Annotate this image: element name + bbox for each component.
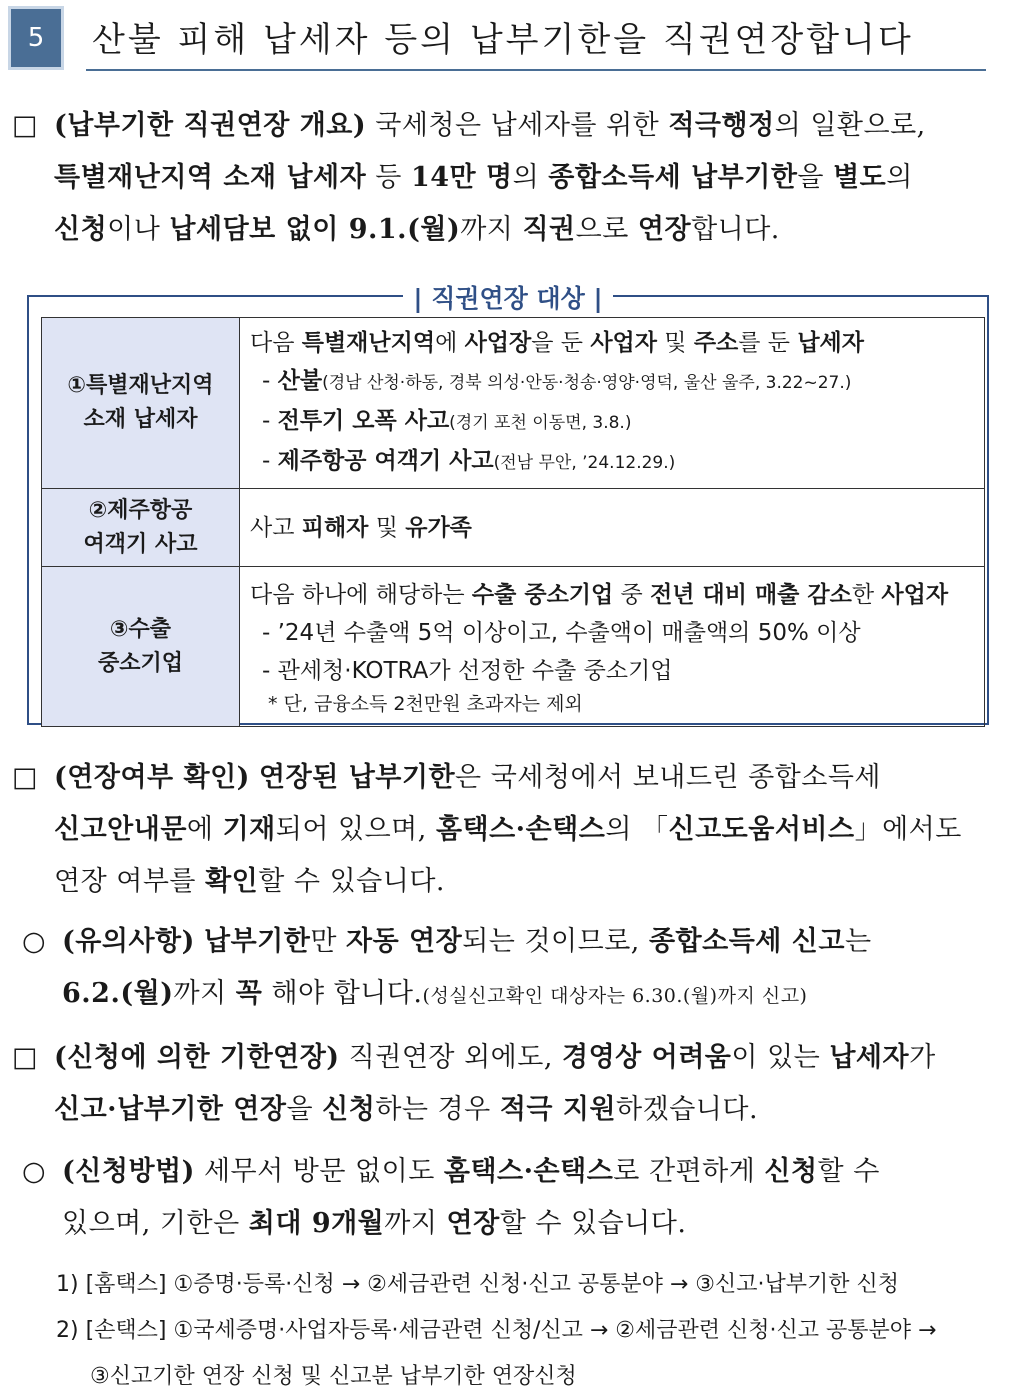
step-sontax-continued: ③신고기한 연장 신청 및 신고분 납부기한 연장신청	[90, 1364, 577, 1389]
square-bullet: □	[12, 762, 39, 793]
paragraph-application-extension: □ (신청에 의한 기한연장) 직권연장 외에도, 경영상 어려움이 있는 납세자가 신고·납부기한 연장을 신청하는 경우 적극 지원하겠습니다.	[12, 1032, 936, 1136]
table-row	[42, 567, 985, 727]
category-cell: ②제주항공 여객기 사고	[42, 489, 240, 567]
circle-bullet: ○	[22, 1156, 47, 1187]
section-title: 산불 피해 납세자 등의 납부기한을 직권연장합니다	[92, 20, 914, 60]
application-steps	[56, 1262, 936, 1400]
paragraph-notice: ○ (유의사항) 납부기한만 자동 연장되는 것이므로, 종합소득세 신고는 6.2.(월)까지 꼭 해야 합니다.(성실신고확인 대상자는 6.30.(월)까지 신고)	[22, 916, 872, 1022]
target-table	[41, 317, 985, 727]
category-cell: ③수출 중소기업	[42, 567, 240, 727]
square-bullet: □	[12, 110, 39, 141]
target-box	[27, 284, 989, 725]
table-row	[42, 489, 985, 567]
step-hometax: 1) [홈택스] ①증명·등록·신청 → ②세금관련 신청·신고 공통분야 → ③신고·납부기한 신청	[56, 1272, 900, 1297]
section-number-badge: 5	[8, 6, 64, 70]
table-row	[42, 318, 985, 489]
category-cell: ①특별재난지역 소재 납세자	[42, 318, 240, 489]
description-cell: 다음 특별재난지역에 사업장을 둔 사업자 및 주소를 둔 납세자 - 산불(경남 산청·하동, 경북 의성·안동·청송·영양·영덕, 울산 울주, 3.22~27.) - 전투기 오폭 사고(경기 포천 이동면, 3.8.) - 제주항공 여객기 사고(전남 무안, ’24.12.29.)	[240, 318, 985, 489]
description-cell: 사고 피해자 및 유가족	[240, 489, 985, 567]
description-cell: 다음 하나에 해당하는 수출 중소기업 중 전년 대비 매출 감소한 사업자 - ’24년 수출액 5억 이상이고, 수출액이 매출액의 50% 이상 - 관세청·KOTRA가 선정한 수출 중소기업 * 단, 금융소득 2천만원 초과자는 제외	[240, 567, 985, 727]
target-box-caption: | 직권연장 대상 |	[403, 284, 612, 313]
paragraph-check-extension: □ (연장여부 확인) 연장된 납부기한은 국세청에서 보내드린 종합소득세 신고안내문에 기재되어 있으며, 홈택스·손택스의 「신고도움서비스」에서도 연장 여부를 확인할 수 있습니다.	[12, 752, 962, 908]
square-bullet: □	[12, 1042, 39, 1073]
target-box-caption-wrap	[29, 279, 987, 315]
paragraph-overview: □ (납부기한 직권연장 개요) 국세청은 납세자를 위한 적극행정의 일환으로, 특별재난지역 소재 납세자 등 14만 명의 종합소득세 납부기한을 별도의 신청이나 납세담보 없이 9.1.(월)까지 직권으로 연장합니다.	[12, 100, 926, 256]
title-underline	[86, 69, 986, 71]
step-sontax: 2) [손택스] ①국세증명·사업자등록·세금관련 신청/신고 → ②세금관련 신청·신고 공통분야 →	[56, 1318, 937, 1343]
circle-bullet: ○	[22, 926, 47, 957]
paragraph-application-method: ○ (신청방법) 세무서 방문 없이도 홈택스·손택스로 간편하게 신청할 수 있으며, 기한은 최대 9개월까지 연장할 수 있습니다.	[22, 1146, 880, 1250]
